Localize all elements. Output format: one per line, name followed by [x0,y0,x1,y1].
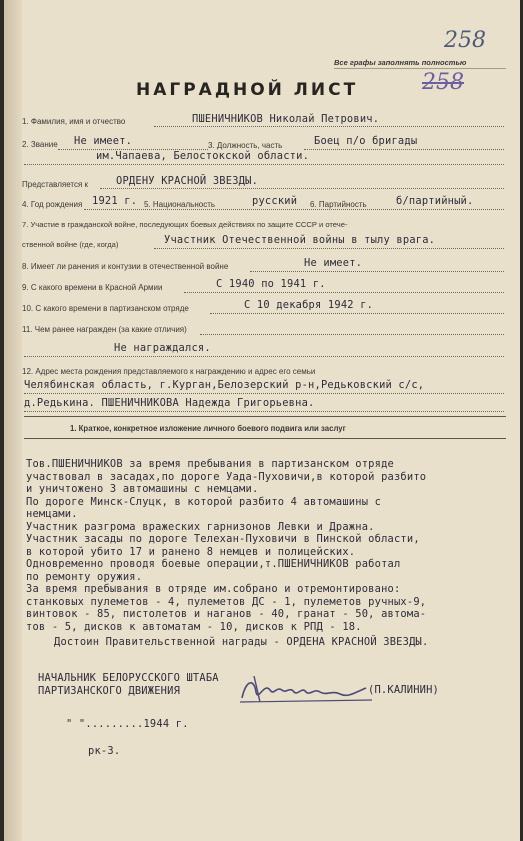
field-5-label: 5. Национальность [144,200,216,209]
field-2-value: Не имеет. [74,135,133,147]
signature-name: (П.КАЛИНИН) [368,684,440,696]
field-8-value: Не имеет. [304,257,363,269]
field-11-label: 11. Чем ранее награжден (за какие отличия) [22,325,187,334]
field-8-label: 8. Имеет ли ранения и контузии в отечественной войне [22,262,229,271]
fill-all-notice: Все графы заполнять полностью [334,58,467,67]
field-5-value: русский [252,195,298,207]
field-9-line [184,292,504,293]
archive-number-top: 258 [444,28,486,53]
field-12-label: 12. Адрес места рождения представляемого к награждению и адрес его семьи [22,367,316,376]
body-line: и уничтожено 3 автомашины с немцами. [26,483,259,495]
field-11-line-2 [24,356,504,357]
notice-rule [334,68,506,69]
field-9-label: 9. С какого времени в Красной Армии [22,283,163,292]
field-6-value: б/партийный. [396,195,474,207]
field-7-label-b: ственной войне (где, когда) [22,240,119,249]
reference-code: рк-3. [88,745,121,757]
field-1-value: ПШЕНИЧНИКОВ Николай Петрович. [192,113,380,125]
field-1-label: 1. Фамилия, имя и отчество [22,117,126,126]
section-rule-top [24,416,506,417]
field-10-value: С 10 декабря 1942 г. [244,299,374,311]
body-line: тов - 5, дисков к автоматам - 10, дисков к РПД - 18. [26,620,362,633]
archive-number-stamp: 258 [422,70,464,95]
field-8-line [250,271,504,272]
document-sheet [4,0,520,841]
field-12-line-2 [24,411,504,412]
field-4-value: 1921 г. [92,195,138,207]
presented-label: Представляется к [22,180,89,189]
field-11-line [200,334,504,335]
body-line: станковых пулеметов - 4, пулеметов ДС - 1, пулеметов ручных-9, [26,595,427,608]
field-10-label: 10. С какого времени в партизанском отряде [22,304,189,313]
field-3-line-2 [24,164,504,165]
presented-value: ОРДЕНУ КРАСНОЙ ЗВЕЗДЫ. [116,175,259,187]
page-title: НАГРАДНОЙ ЛИСТ [136,80,359,100]
field-7-label-a: 7. Участие в гражданской войне, последующих боевых действиях по защите СССР и отече- [22,220,348,229]
signature-title-1: НАЧАЛЬНИК БЕЛОРУССКОГО ШТАБА [38,672,219,684]
field-10-line [210,313,504,314]
body-line: Одновременно проводя боевые операции,т.ПШЕНИЧНИКОВ работал [26,558,401,570]
field-456-line [84,209,504,210]
body-line: За время пребывания в отряде им.собрано и отремонтировано: [26,583,401,595]
body-line: немцами. [26,508,78,520]
field-12-value-2: д.Редькина. ПШЕНИЧНИКОВА Надежда Григорьевна. [24,397,315,409]
body-line: Тов.ПШЕНИЧНИКОВ за время пребывания в партизанском отряде [26,458,394,470]
field-12-line [24,393,504,394]
field-3-value: Боец п/о бригады [314,135,418,147]
date-line: " ".........1944 г. [66,718,189,730]
field-4-label: 4. Год рождения [22,200,83,209]
section-heading: 1. Краткое, конкретное изложение личного боевого подвига или заслуг [70,424,346,433]
field-1-line [154,126,504,127]
binding-edge [4,0,22,841]
section-rule-bottom [24,438,506,439]
field-2-label: 2. Звание [22,140,58,149]
body-line: участвовал в засадах,по дороге Уада-Пуховичи,в которой разбито [26,470,427,483]
handwritten-signature [236,672,376,708]
field-11-value: Не награждался. [114,342,211,354]
field-3-line [304,149,504,150]
body-line: Участник засады по дороге Телехан-Пуховичи в Пинской области, [26,533,420,545]
field-12-value: Челябинская область, г.Курган,Белозерский р-н,Редьковский с/с, [24,379,425,391]
field-7-line [154,248,504,249]
body-line: по ремонту оружия. [26,570,143,583]
presented-line [100,188,504,189]
field-6-label: 6. Партийность [310,200,367,209]
body-line: винтовок - 85, пистолетов и наганов - 40, гранат - 50, автома- [26,608,427,620]
conclusion-text: Достоин Правительственной награды - ОРДЕНА КРАСНОЙ ЗВЕЗДЫ. [54,636,429,648]
field-3-label: 3. Должность, часть [208,141,283,150]
body-line: По дороге Минск-Слуцк, в которой разбито 4 автомашины с [26,495,382,508]
body-line: Участник разгрома вражеских гарнизонов Левки и Дражна. [26,520,375,533]
field-9-value: С 1940 по 1941 г. [216,278,326,290]
signature-title-2: ПАРТИЗАНСКОГО ДВИЖЕНИЯ [38,685,181,697]
field-7-value: Участник Отечественной войны в тылу врага. [164,234,436,246]
body-line: в которой убито 17 и ранено 8 немцев и полицейских. [26,545,356,558]
field-3-value-2: им.Чапаева, Белостокской области. [96,150,310,162]
